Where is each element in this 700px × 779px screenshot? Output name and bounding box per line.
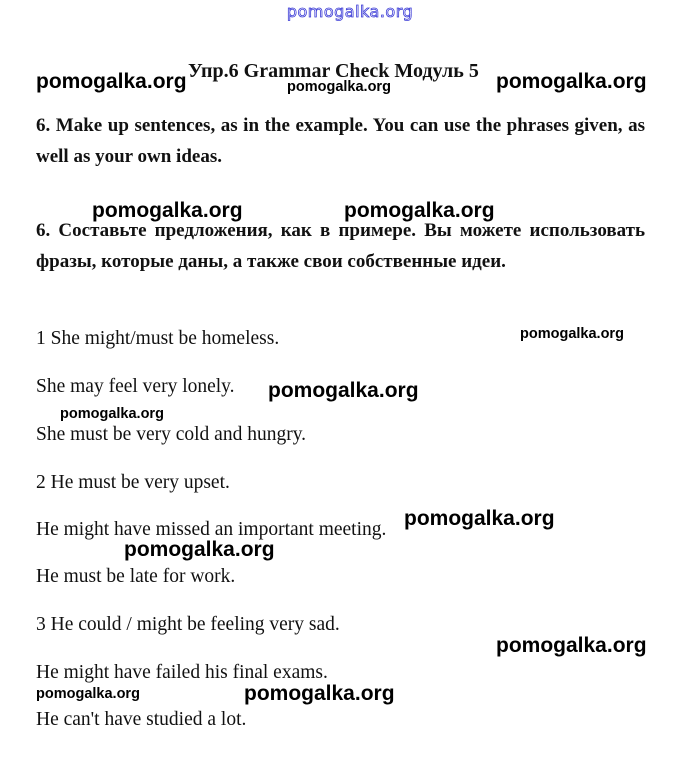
answer-line: 3 He could / might be feeling very sad. <box>36 614 340 635</box>
watermark: pomogalka.org <box>520 326 624 342</box>
header-watermark-link[interactable]: pomogalka.org <box>286 2 414 21</box>
answer-line: He might have missed an important meeting. <box>36 519 387 540</box>
watermark: pomogalka.org <box>124 538 275 561</box>
watermark: pomogalka.org <box>36 686 140 702</box>
watermark: pomogalka.org <box>268 379 419 402</box>
answer-line: He can't have studied a lot. <box>36 709 247 730</box>
watermark: pomogalka.org <box>60 406 164 422</box>
watermark: pomogalka.org <box>92 199 243 222</box>
watermark: pomogalka.org <box>496 634 647 657</box>
task-english: 6. Make up sentences, as in the example. You can use the phrases given, as well as your own ideas. <box>36 115 645 167</box>
watermark: pomogalka.org <box>287 79 391 95</box>
task-russian: 6. Составьте предложения, как в примере. Вы можете использовать фразы, которые даны, а также свои собственные идеи. <box>36 220 645 272</box>
answer-line: He might have failed his final exams. <box>36 662 328 683</box>
answer-line: She must be very cold and hungry. <box>36 424 307 445</box>
answer-line: He must be late for work. <box>36 566 236 587</box>
watermark: pomogalka.org <box>36 70 187 93</box>
answer-line: 1 She might/must be homeless. <box>36 328 280 349</box>
watermark: pomogalka.org <box>244 682 395 705</box>
watermark: pomogalka.org <box>404 507 555 530</box>
answer-line: 2 He must be very upset. <box>36 472 230 493</box>
answer-line: She may feel very lonely. <box>36 376 235 397</box>
watermark: pomogalka.org <box>344 199 495 222</box>
watermark: pomogalka.org <box>496 70 647 93</box>
page-title: Упр.6 Grammar Check Модуль 5 <box>188 60 479 82</box>
